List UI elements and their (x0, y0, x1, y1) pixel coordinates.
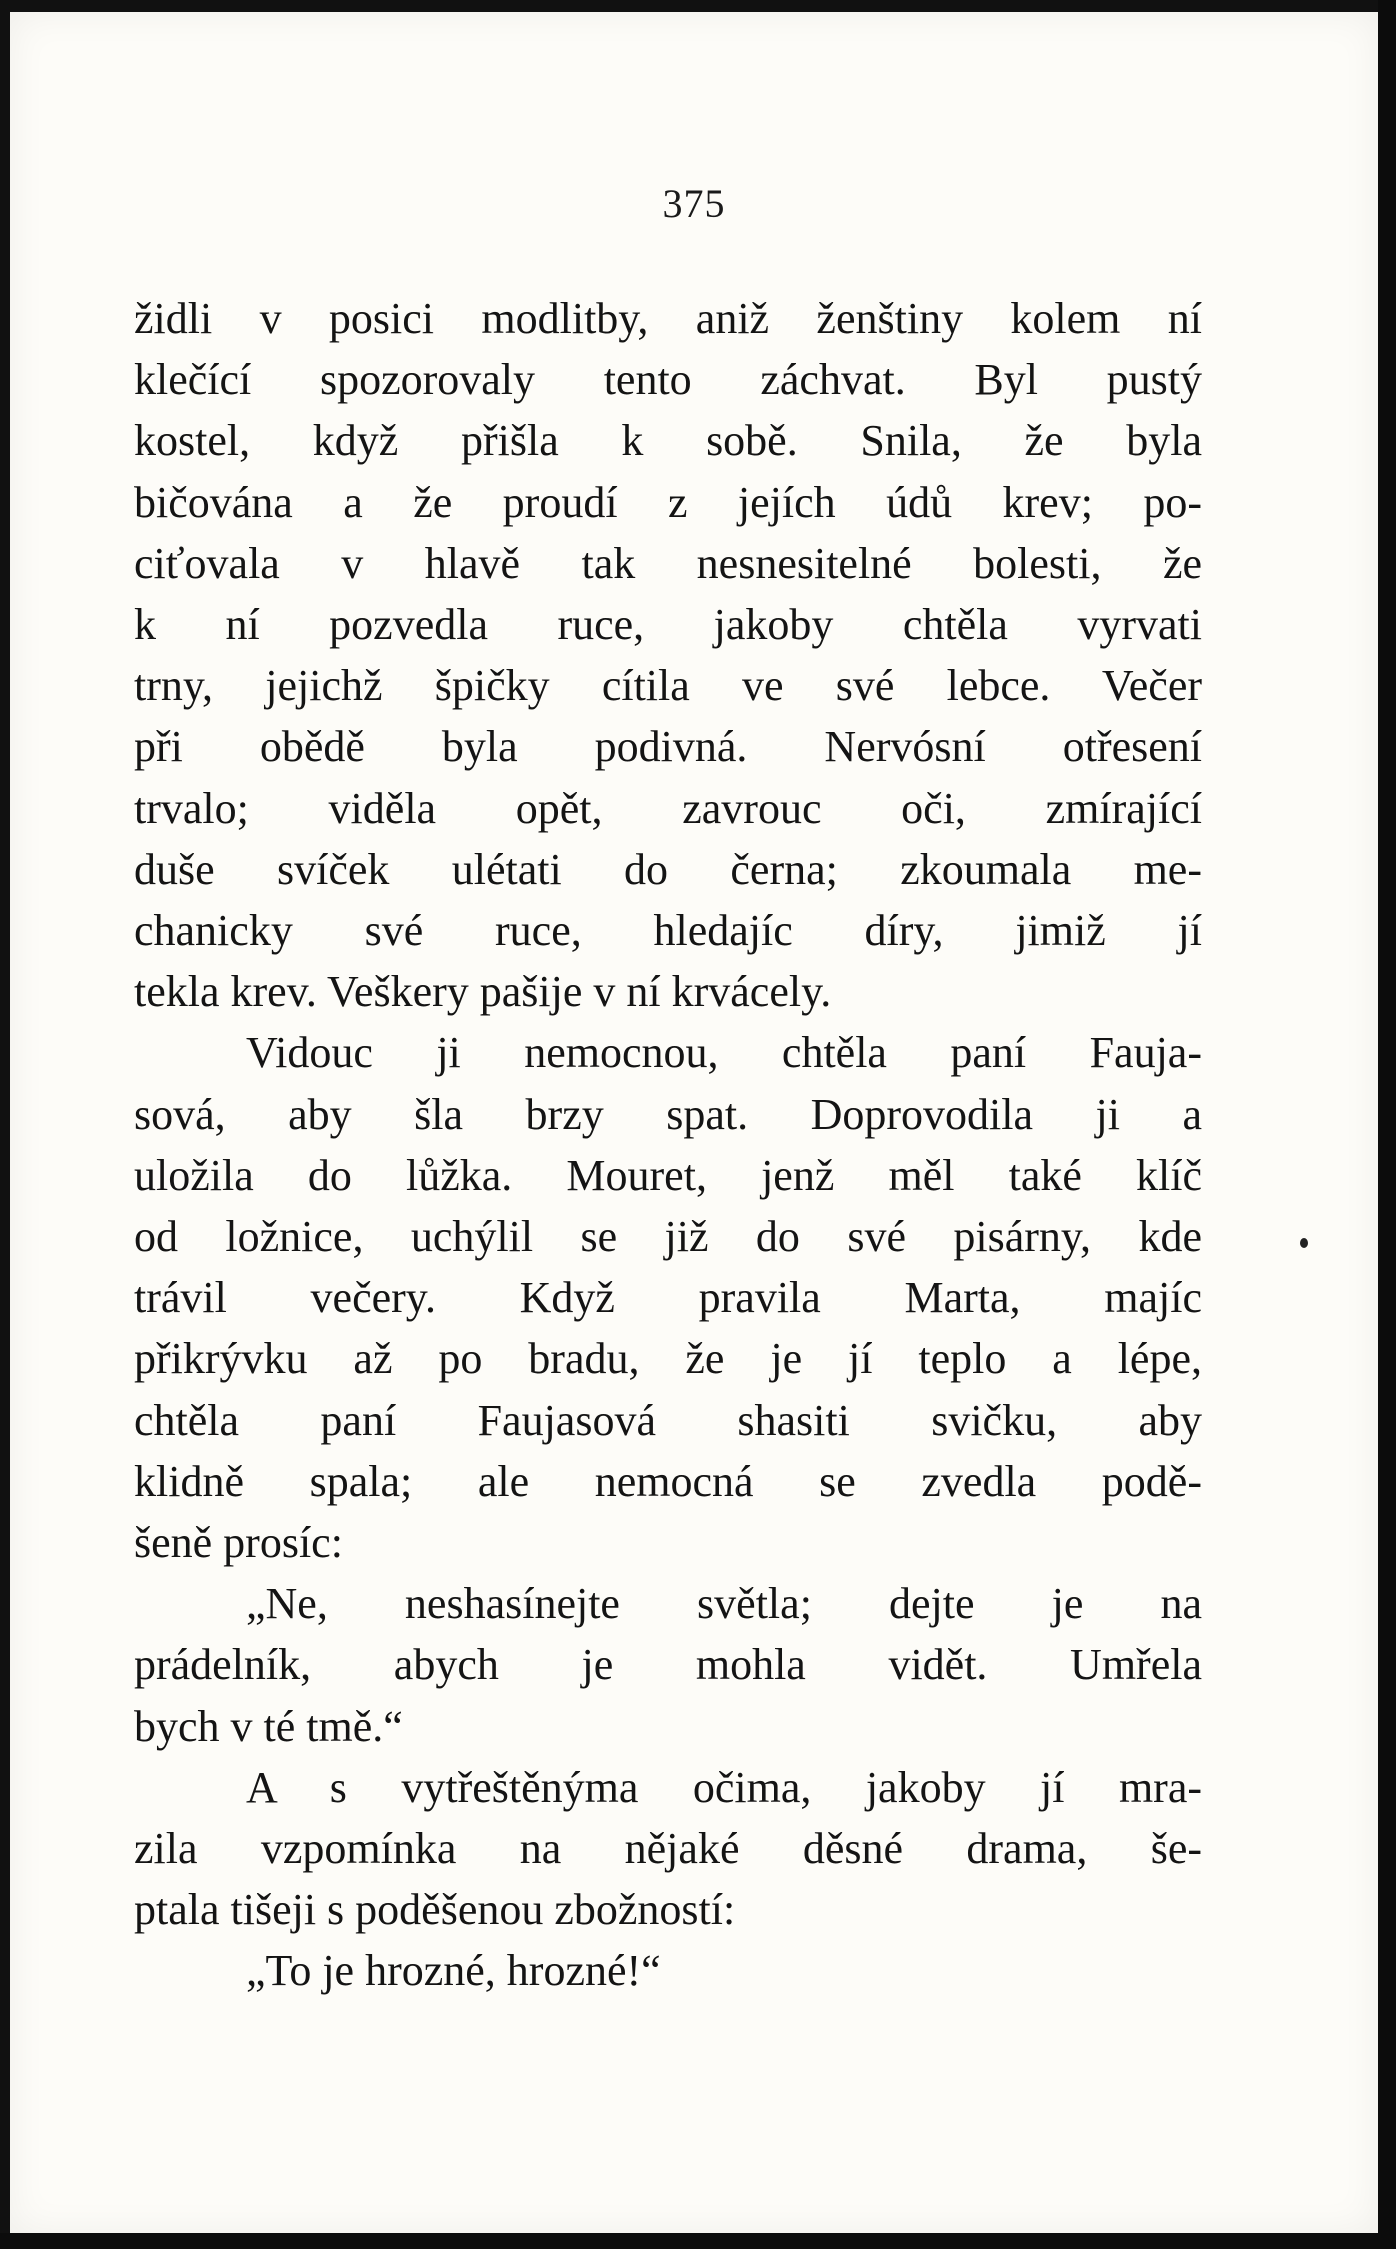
scan-edge-bottom (0, 2233, 1396, 2249)
text-line: trvalo; viděla opět, zavrouc oči, zmírající (134, 783, 1202, 833)
text-line: duše svíček ulétati do černa; zkoumala me- (134, 844, 1202, 894)
scan-edge-right (1378, 0, 1396, 2249)
text-line: uložila do lůžka. Mouret, jenž měl také klíč (134, 1150, 1202, 1200)
text-line: klečící spozorovaly tento záchvat. Byl pustý (134, 355, 1202, 405)
book-page (10, 12, 1378, 2234)
text-line: tekla krev. Veškery pašije v ní krvácely. (134, 967, 832, 1017)
ink-speck (1300, 1238, 1308, 1248)
text-line: kostel, když přišla k sobě. Snila, že byla (134, 416, 1202, 466)
text-line: prádelník, abych je mohla vidět. Umřela (134, 1640, 1202, 1690)
paragraph-start-line: „Ne, neshasínejte světla; dejte je na (246, 1579, 1202, 1629)
text-line: klidně spala; ale nemocná se zvedla podě- (134, 1456, 1202, 1506)
text-line: šeně prosíc: (134, 1518, 343, 1568)
text-line: bičována a že proudí z jejích údů krev; po- (134, 477, 1202, 527)
text-line: chtěla paní Faujasová shasiti svičku, aby (134, 1395, 1202, 1445)
page-number: 375 (662, 181, 726, 226)
text-line: ciťovala v hlavě tak nesnesitelné bolesti, že (134, 538, 1202, 588)
text-line: ptala tišeji s poděšenou zbožností: (134, 1885, 736, 1935)
text-line: chanicky své ruce, hledajíc díry, jimiž jí (134, 906, 1202, 956)
text-line: trny, jejichž špičky cítila ve své lebce. Večer (134, 661, 1202, 711)
text-line: židli v posici modlitby, aniž ženštiny kolem ní (134, 294, 1202, 343)
text-line: k ní pozvedla ruce, jakoby chtěla vyrvati (134, 600, 1202, 650)
text-line: zila vzpomínka na nějaké děsné drama, še- (134, 1824, 1202, 1874)
body-text (134, 288, 1202, 2002)
text-line: přikrývku až po bradu, že je jí teplo a lépe, (134, 1334, 1202, 1384)
text-line: sová, aby šla brzy spat. Doprovodila ji a (134, 1089, 1202, 1139)
paragraph-start-line: „To je hrozné, hrozné!“ (246, 1946, 661, 1996)
text-line: od ložnice, uchýlil se již do své pisárny, kde (134, 1212, 1202, 1262)
text-line: trávil večery. Když pravila Marta, majíc (134, 1273, 1202, 1323)
text-line: při obědě byla podivná. Nervósní otřesení (134, 722, 1202, 772)
paragraph-start-line: Vidouc ji nemocnou, chtěla paní Fauja- (246, 1028, 1202, 1078)
text-line: bych v té tmě.“ (134, 1701, 403, 1751)
paragraph-start-line: A s vytřeštěnýma očima, jakoby jí mra- (246, 1762, 1202, 1812)
